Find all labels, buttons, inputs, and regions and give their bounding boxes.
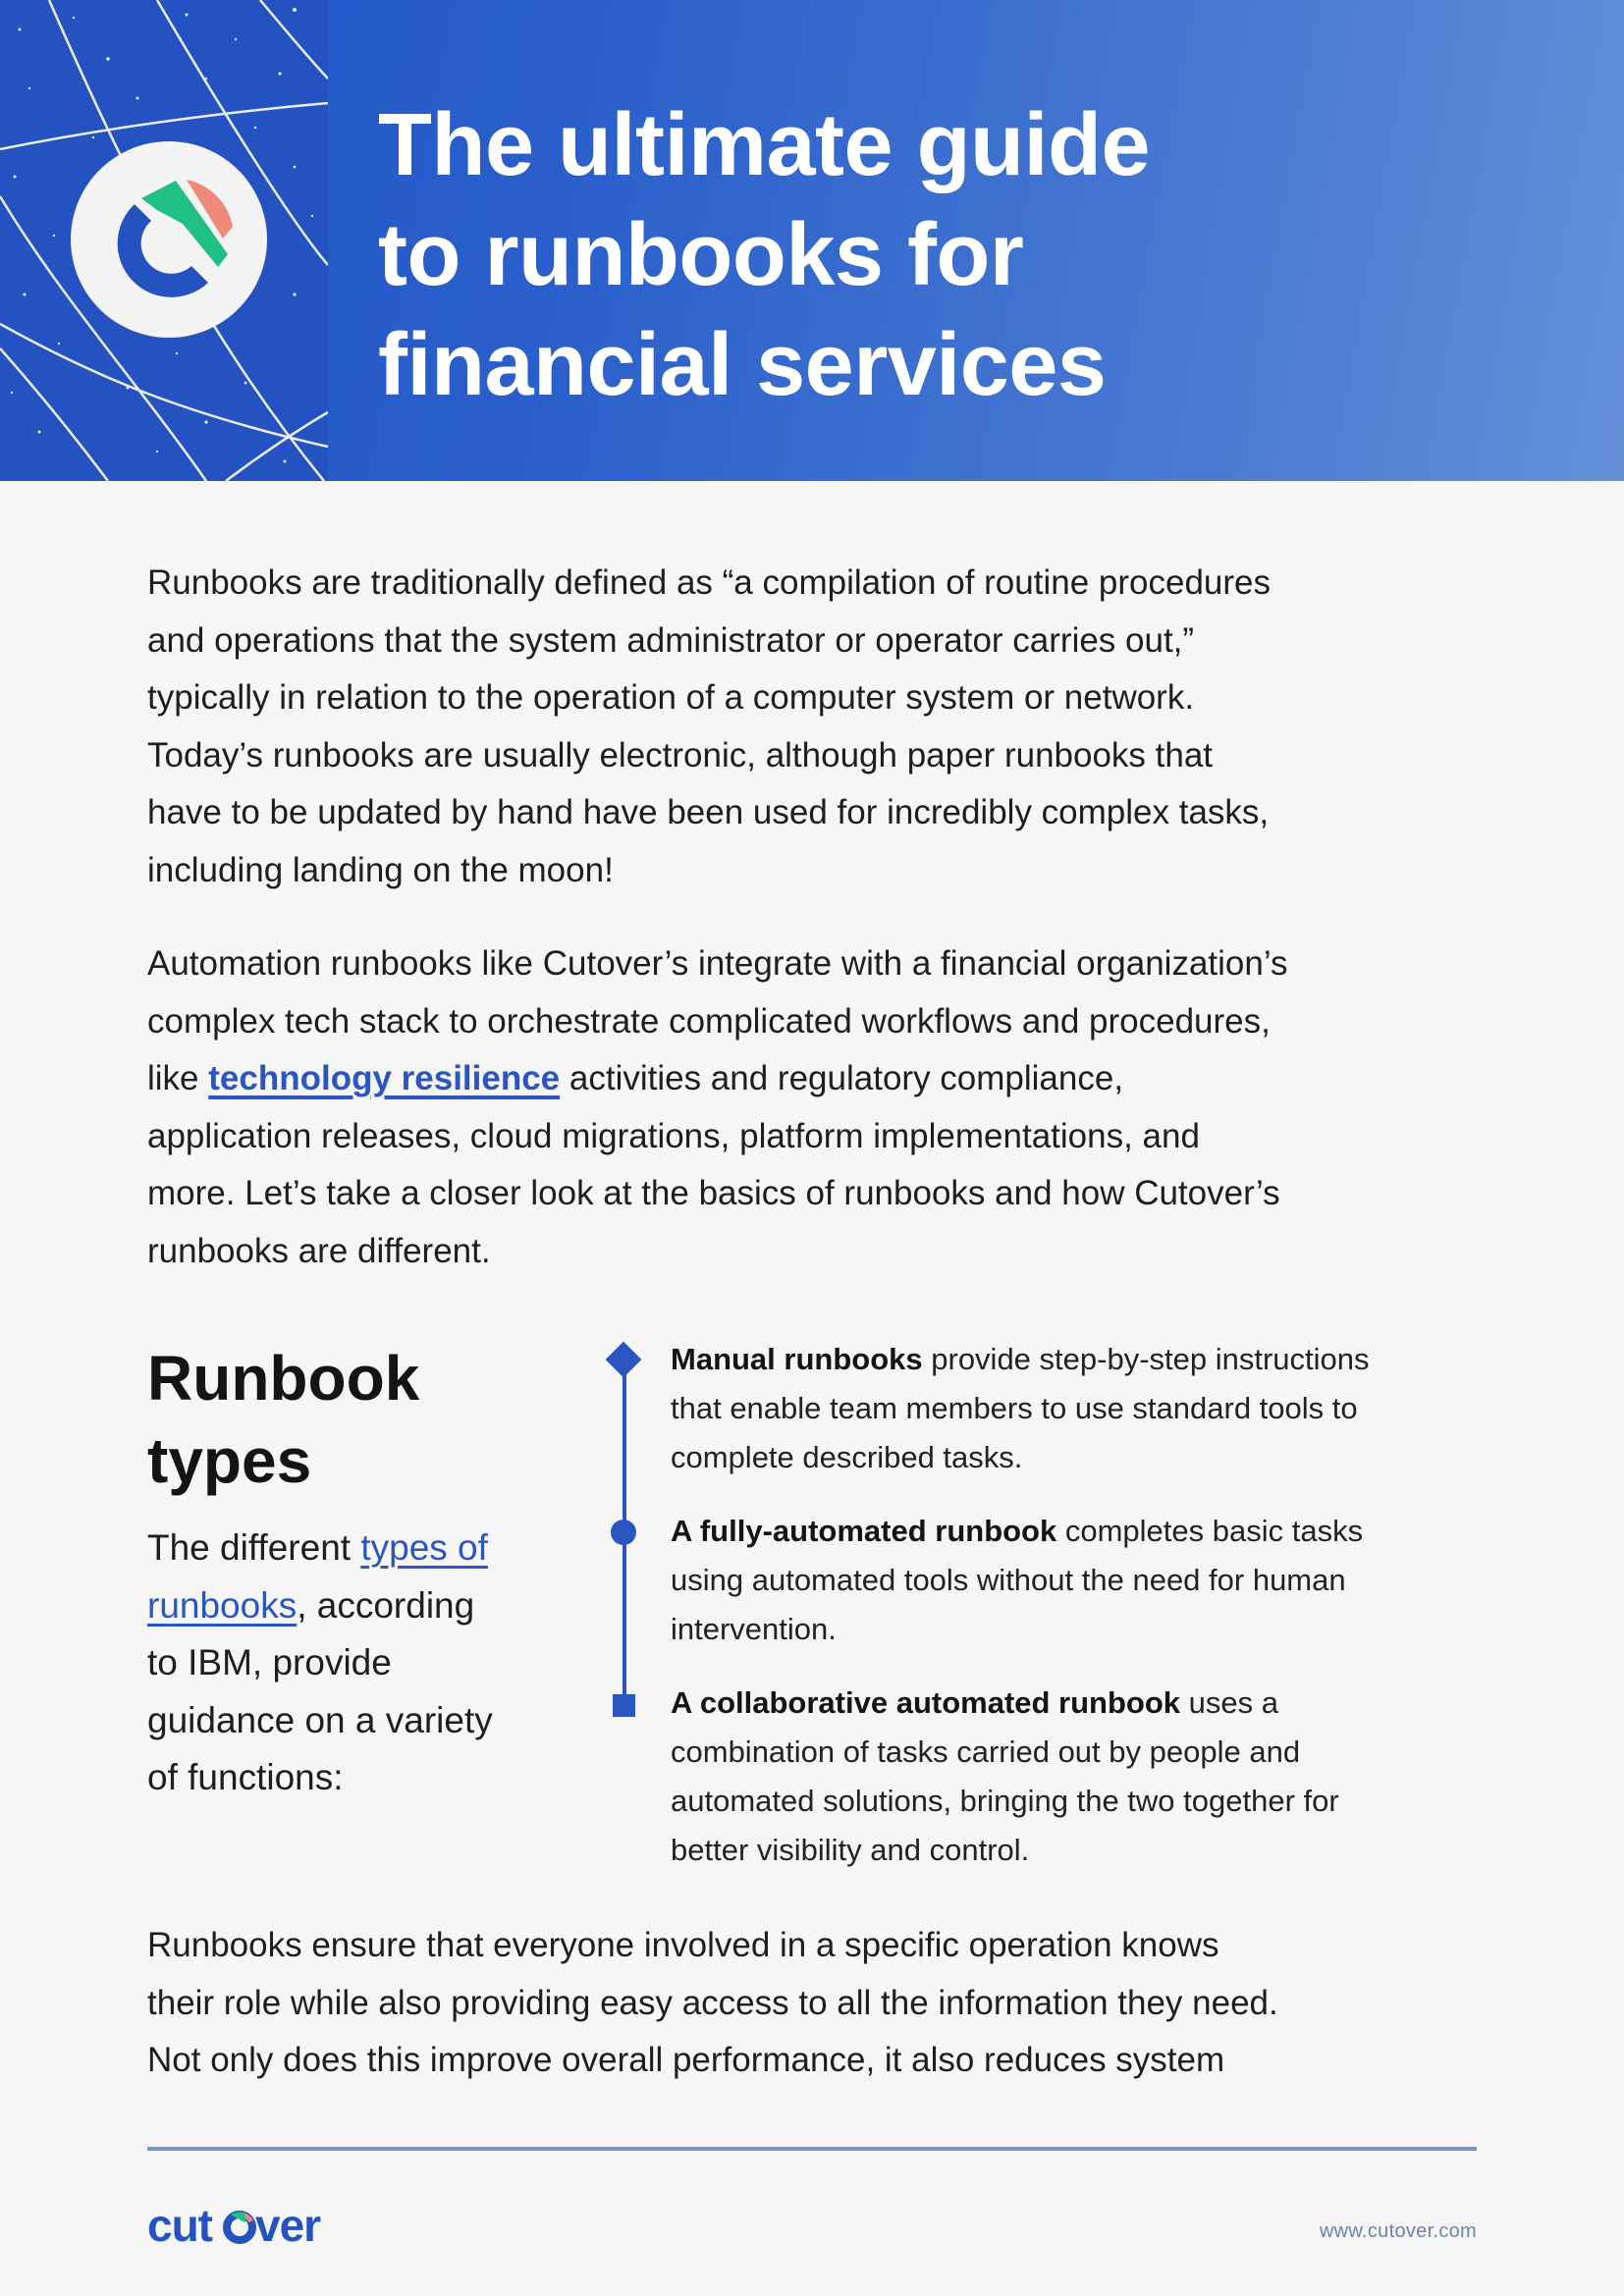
- text-fragment: , according: [297, 1584, 475, 1626]
- footer-divider: [147, 2147, 1477, 2151]
- text-fragment: The different: [147, 1527, 361, 1568]
- text-line: of functions:: [147, 1757, 344, 1797]
- text-line: Not only does this improve overall performance, it also reduces system: [147, 2041, 1225, 2079]
- cutover-logo-icon: [71, 141, 267, 338]
- automation-paragraph: [147, 935, 1492, 1280]
- text-line: have to be updated by hand have been used for incredibly complex tasks,: [147, 793, 1270, 831]
- text-fragment: like: [147, 1059, 209, 1097]
- square-marker-icon: [613, 1694, 635, 1717]
- text-line: intervention.: [671, 1612, 837, 1646]
- text-line: that enable team members to use standard tools to: [671, 1391, 1358, 1425]
- closing-paragraph: [147, 1917, 1492, 2090]
- intro-paragraph: [147, 555, 1492, 899]
- item-title: Manual runbooks: [671, 1342, 923, 1376]
- page-title: [378, 90, 1150, 420]
- website-link[interactable]: www.cutover.com: [1319, 2220, 1477, 2242]
- title-line: to runbooks for: [378, 206, 1024, 304]
- item-title: A fully-automated runbook: [671, 1514, 1057, 1548]
- types-of-runbooks-link[interactable]: types of: [360, 1527, 488, 1568]
- runbook-types-intro: [147, 1520, 560, 1807]
- section-heading-runbook-types: [147, 1337, 419, 1502]
- text-line: runbooks are different.: [147, 1231, 491, 1270]
- svg-text:ver: ver: [255, 2204, 321, 2247]
- text-line: Today’s runbooks are usually electronic, although paper runbooks that: [147, 735, 1214, 774]
- text-fragment: completes basic tasks: [1056, 1514, 1364, 1548]
- text-line: [671, 1679, 1495, 1728]
- decorative-star-panel: [0, 0, 328, 481]
- text-line: Automation runbooks like Cutover’s integrate with a financial organization’s: [147, 944, 1288, 983]
- heading-line: types: [147, 1425, 312, 1496]
- text-line: typically in relation to the operation of a computer system or network.: [147, 678, 1195, 717]
- text-line: more. Let’s take a closer look at the basics of runbooks and how Cutover’s: [147, 1174, 1280, 1212]
- text-line: combination of tasks carried out by people and: [671, 1735, 1301, 1769]
- runbook-type-collaborative: [671, 1679, 1495, 1875]
- title-line: The ultimate guide: [378, 96, 1151, 194]
- text-line: including landing on the moon!: [147, 850, 614, 889]
- text-fragment: activities and regulatory compliance,: [560, 1059, 1124, 1097]
- item-title: A collaborative automated runbook: [671, 1685, 1181, 1720]
- text-line: [147, 1577, 560, 1635]
- text-line: [147, 1050, 1492, 1108]
- runbook-type-fully-automated: [671, 1507, 1495, 1654]
- text-line: [671, 1507, 1495, 1556]
- technology-resilience-link[interactable]: technology resilience: [208, 1059, 561, 1097]
- text-line: and operations that the system administrator or operator carries out,”: [147, 620, 1195, 660]
- cutover-wordmark-logo: [147, 2204, 353, 2252]
- diamond-marker-icon: [606, 1342, 642, 1378]
- text-line: [671, 1335, 1495, 1384]
- cutover-wordmark-icon: [147, 2204, 353, 2247]
- text-line: using automated tools without the need for human: [671, 1563, 1346, 1597]
- svg-text:cut: cut: [147, 2204, 212, 2247]
- text-line: complex tech stack to orchestrate complicated workflows and procedures,: [147, 1001, 1271, 1041]
- text-line: application releases, cloud migrations, platform implementations, and: [147, 1116, 1200, 1155]
- circle-marker-icon: [611, 1520, 636, 1545]
- types-of-runbooks-link[interactable]: runbooks: [147, 1584, 298, 1626]
- runbook-type-manual: [671, 1335, 1495, 1482]
- title-line: financial services: [378, 316, 1107, 414]
- text-fragment: provide step-by-step instructions: [922, 1342, 1370, 1376]
- text-line: complete described tasks.: [671, 1440, 1023, 1474]
- text-fragment: uses a: [1180, 1685, 1278, 1720]
- text-line: [147, 1520, 560, 1577]
- text-line: to IBM, provide: [147, 1642, 392, 1682]
- text-line: better visibility and control.: [671, 1833, 1030, 1867]
- hero-header: [0, 0, 1624, 481]
- heading-line: Runbook: [147, 1343, 420, 1414]
- text-line: Runbooks are traditionally defined as “a compilation of routine procedures: [147, 563, 1271, 602]
- text-line: Runbooks ensure that everyone involved in a specific operation knows: [147, 1926, 1219, 1964]
- text-line: their role while also providing easy access to all the information they need.: [147, 1983, 1278, 2022]
- text-line: guidance on a variety: [147, 1699, 493, 1740]
- text-line: automated solutions, bringing the two together for: [671, 1784, 1339, 1818]
